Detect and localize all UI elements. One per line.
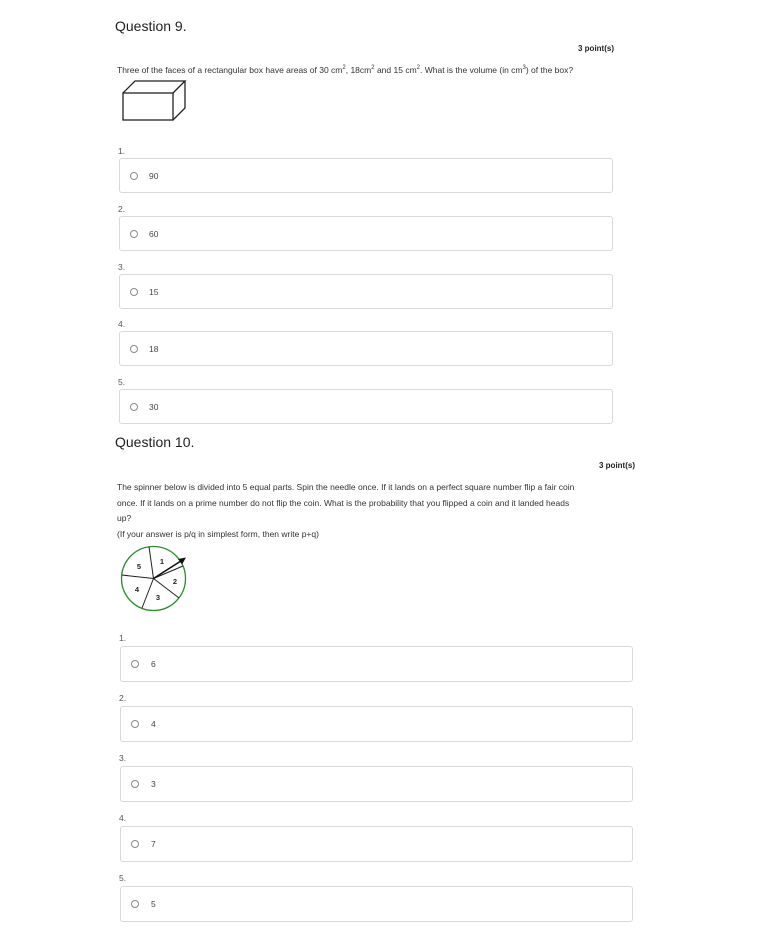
q9-option-5[interactable] [119,389,613,424]
q9-option-4-label: 18 [149,343,159,354]
q10-option-2-label: 4 [151,719,156,729]
q10-option-4-number: 4. [119,813,127,823]
q10-option-2[interactable] [120,706,633,742]
radio-icon[interactable] [130,288,138,296]
q10-option-1-number: 1. [119,633,127,643]
q9-option-3[interactable] [119,274,613,309]
q9-option-1[interactable] [119,158,613,193]
question-10-line-1: The spinner below is divided into 5 equal parts. Spin the needle once. If it lands on a perfect square number flip a fair coin [117,482,575,492]
q9-option-2[interactable] [119,216,613,251]
question-9-points: 3 point(s) [578,44,614,53]
box-figure [121,79,189,123]
question-10-points: 3 point(s) [599,461,635,470]
q10-option-4[interactable] [120,826,633,862]
spinner-label-4: 4 [134,585,140,594]
q9-option-1-label: 90 [149,170,159,181]
q9-option-1-number: 1. [118,146,126,156]
radio-icon[interactable] [131,720,139,728]
radio-icon[interactable] [130,345,138,353]
q10-option-5[interactable] [120,886,633,922]
radio-icon[interactable] [130,172,138,180]
radio-icon[interactable] [131,660,139,668]
q10-option-5-number: 5. [119,873,127,883]
q10-option-3-number: 3. [119,753,127,763]
q9-option-3-label: 15 [149,286,159,297]
question-9-title: Question 9. [115,18,187,34]
spinner-figure [119,544,189,614]
q9-option-4-number: 4. [118,319,126,329]
radio-icon[interactable] [131,840,139,848]
question-10-title: Question 10. [115,434,195,450]
q10-option-4-label: 7 [151,839,156,849]
radio-icon[interactable] [130,230,138,238]
q10-option-1[interactable] [120,646,633,682]
q10-option-1-label: 6 [151,659,156,669]
radio-icon[interactable] [131,780,139,788]
question-10-line-2: once. If it lands on a prime number do not flip the coin. What is the probability that you flipped a coin and it landed heads [117,497,570,508]
q10-option-3[interactable] [120,766,633,802]
q10-option-5-label: 5 [151,899,156,909]
q9-option-2-label: 60 [149,228,159,239]
q9-option-5-label: 30 [149,401,159,412]
question-10-text [117,480,647,542]
q9-option-5-number: 5. [118,377,126,387]
question-9-text: Three of the faces of a rectangular box have areas of 30 $cm^2$, $18cm^2$ and 15 $cm^2$. What is the volume (in $cm^3$) of the box? [117,65,574,75]
radio-icon[interactable] [130,403,138,411]
q9-option-2-number: 2. [118,204,126,214]
question-10-line-3: up? [117,513,132,523]
q10-option-3-label: 3 [151,779,156,789]
spinner-label-3: 3 [155,593,161,602]
q9-option-4[interactable] [119,331,613,366]
radio-icon[interactable] [131,900,139,908]
question-10-line-4: (If your answer is p/q in simplest form, then write p+q) [117,528,319,539]
spinner-label-1: 1 [159,557,165,566]
spinner-label-2: 2 [172,577,178,586]
q10-option-2-number: 2. [119,693,127,703]
q9-option-3-number: 3. [118,262,126,272]
spinner-label-5: 5 [136,562,142,571]
